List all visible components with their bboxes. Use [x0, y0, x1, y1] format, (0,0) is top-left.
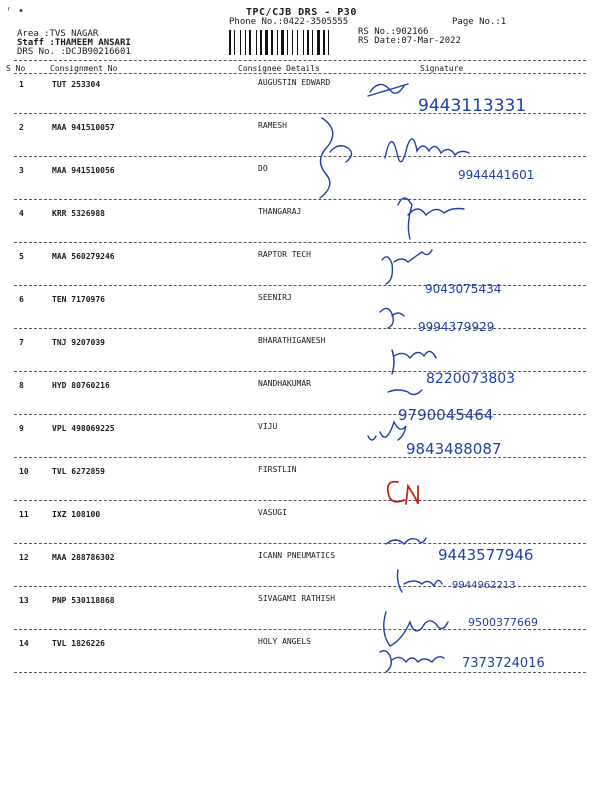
- row-consignee-name: THANGARAJ: [258, 207, 302, 216]
- row-consignee-name: DO: [258, 164, 268, 173]
- row-divider: [14, 672, 586, 673]
- row-consignment-number: MAA 941510057: [52, 123, 115, 132]
- barcode-bar: [256, 30, 257, 55]
- row-consignment-number: MAA 941510056: [52, 166, 115, 175]
- row-divider: [14, 629, 586, 630]
- signature-row-14: [380, 651, 444, 672]
- row-consignment-number: KRR 5326988: [52, 209, 105, 218]
- barcode-bar: [249, 30, 251, 55]
- row-divider: [14, 457, 586, 458]
- row-consignment-number: TUT 253304: [52, 80, 101, 89]
- row-serial-number: 10: [19, 467, 29, 476]
- row-consignment-number: MAA 560279246: [52, 252, 115, 261]
- row-serial-number: 1: [19, 80, 24, 89]
- row-divider: [14, 414, 586, 415]
- barcode-bar: [287, 30, 288, 55]
- barcode-bar: [229, 30, 231, 55]
- row-serial-number: 5: [19, 252, 24, 261]
- handwritten-phone-14: 7373724016: [462, 656, 545, 671]
- barcode-bar: [260, 30, 262, 55]
- handwritten-phone-13: 9500377669: [468, 616, 538, 629]
- header-divider: [14, 60, 586, 61]
- handwritten-phone-5: 9043075434: [425, 282, 502, 296]
- row-consignee-name: FIRSTLIN: [258, 465, 297, 474]
- handwritten-phone-3: 9944441601: [458, 168, 535, 182]
- barcode-bar: [265, 30, 268, 55]
- row-serial-number: 13: [19, 596, 29, 605]
- row-serial-number: 7: [19, 338, 24, 347]
- handwritten-phone-7: 8220073803: [426, 371, 516, 387]
- barcode-bar: [323, 30, 325, 55]
- row-divider: [14, 586, 586, 587]
- row-divider: [14, 199, 586, 200]
- row-consignee-name: VASUGI: [258, 508, 287, 517]
- row-serial-number: 6: [19, 295, 24, 304]
- row-consignment-number: PNP 530118868: [52, 596, 115, 605]
- barcode-bar: [303, 30, 304, 55]
- column-header-divider: [14, 73, 586, 74]
- signature-row-5: [382, 250, 432, 284]
- rs-number: RS No.:902166: [358, 27, 429, 37]
- handwritten-phone-11: 9443577946: [438, 546, 534, 564]
- barcode-bar: [328, 30, 329, 55]
- row-consignment-number: HYD 80760216: [52, 381, 110, 390]
- row-serial-number: 11: [19, 510, 29, 519]
- row-consignment-number: MAA 288786302: [52, 553, 115, 562]
- signature-row-3: [385, 139, 469, 162]
- row-consignment-number: IXZ 108100: [52, 510, 101, 519]
- row-consignee-name: AUGUSTIN EDWARD: [258, 78, 331, 87]
- row-consignee-name: RAMESH: [258, 121, 287, 130]
- row-serial-number: 9: [19, 424, 24, 433]
- row-consignee-name: BHARATHIGANESH: [258, 336, 326, 345]
- signature-row-8: [388, 390, 422, 395]
- staff-label: Staff :THAMEEM ANSARI: [17, 38, 131, 48]
- row-consignee-name: NANDHAKUMAR: [258, 379, 311, 388]
- row-serial-number: 14: [19, 639, 29, 648]
- signature-row-9: [368, 422, 406, 440]
- row-divider: [14, 113, 586, 114]
- area-label: Area :TVS NAGAR: [17, 29, 99, 39]
- handwritten-phone-12: 9944962213: [452, 580, 516, 591]
- barcode-bar: [312, 30, 313, 55]
- page-number: Page No.:1: [452, 17, 507, 27]
- row-divider: [14, 242, 586, 243]
- corner-mark-icon: ʳ •: [6, 6, 25, 17]
- signature-row-2: [320, 118, 352, 198]
- column-header-sno: S No: [6, 64, 26, 73]
- barcode-bar: [245, 30, 246, 55]
- row-divider: [14, 543, 586, 544]
- row-divider: [14, 371, 586, 372]
- document-title: TPC/CJB DRS - P30: [246, 7, 357, 18]
- barcode-bar: [281, 30, 284, 55]
- row-serial-number: 2: [19, 123, 24, 132]
- row-divider: [14, 156, 586, 157]
- barcode-icon: [227, 29, 349, 56]
- row-consignment-number: TNJ 9207039: [52, 338, 105, 347]
- signature-row-4: [398, 198, 464, 239]
- barcode-bar: [240, 30, 241, 55]
- row-consignment-number: TEN 7170976: [52, 295, 105, 304]
- barcode-bar: [317, 30, 320, 55]
- handwritten-phone-1: 9443113331: [418, 96, 527, 116]
- drs-number: DRS No. :DCJB90216601: [17, 47, 131, 57]
- barcode-bar: [307, 30, 309, 55]
- row-consignee-name: ICANN PNEUMATICS: [258, 551, 336, 560]
- column-header-signature: Signature: [420, 64, 464, 73]
- row-consignee-name: VIJU: [258, 422, 278, 431]
- barcode-bar: [292, 30, 293, 55]
- handwritten-phone-6: 9994379929: [418, 320, 495, 334]
- row-serial-number: 12: [19, 553, 29, 562]
- barcode-bar: [277, 30, 278, 55]
- row-consignee-name: SEENIRJ: [258, 293, 292, 302]
- signature-row-6: [380, 308, 404, 328]
- column-header-consignee: Consignee Details: [238, 64, 320, 73]
- row-consignment-number: TVL 6272859: [52, 467, 105, 476]
- barcode-bar: [234, 30, 235, 55]
- handwritten-phone-8: 9790045464: [398, 406, 494, 424]
- row-consignee-name: SIVAGAMI RATHISH: [258, 594, 336, 603]
- signature-row-1: [368, 84, 408, 96]
- row-consignee-name: HOLY ANGELS: [258, 637, 311, 646]
- barcode-bar: [297, 30, 298, 55]
- handwritten-phone-9: 9843488087: [406, 440, 502, 458]
- rs-date: RS Date:07-Mar-2022: [358, 36, 461, 46]
- row-divider: [14, 328, 586, 329]
- row-serial-number: 4: [19, 209, 24, 218]
- row-divider: [14, 285, 586, 286]
- column-header-consignment: Consignment No: [50, 64, 118, 73]
- row-serial-number: 3: [19, 166, 24, 175]
- phone-number: Phone No.:0422-3505555: [229, 17, 349, 27]
- barcode-bar: [271, 30, 273, 55]
- signature-row-12: [398, 570, 443, 592]
- row-consignment-number: VPL 498069225: [52, 424, 115, 433]
- row-consignee-name: RAPTOR TECH: [258, 250, 311, 259]
- row-serial-number: 8: [19, 381, 24, 390]
- row-consignment-number: TVL 1826226: [52, 639, 105, 648]
- row-divider: [14, 500, 586, 501]
